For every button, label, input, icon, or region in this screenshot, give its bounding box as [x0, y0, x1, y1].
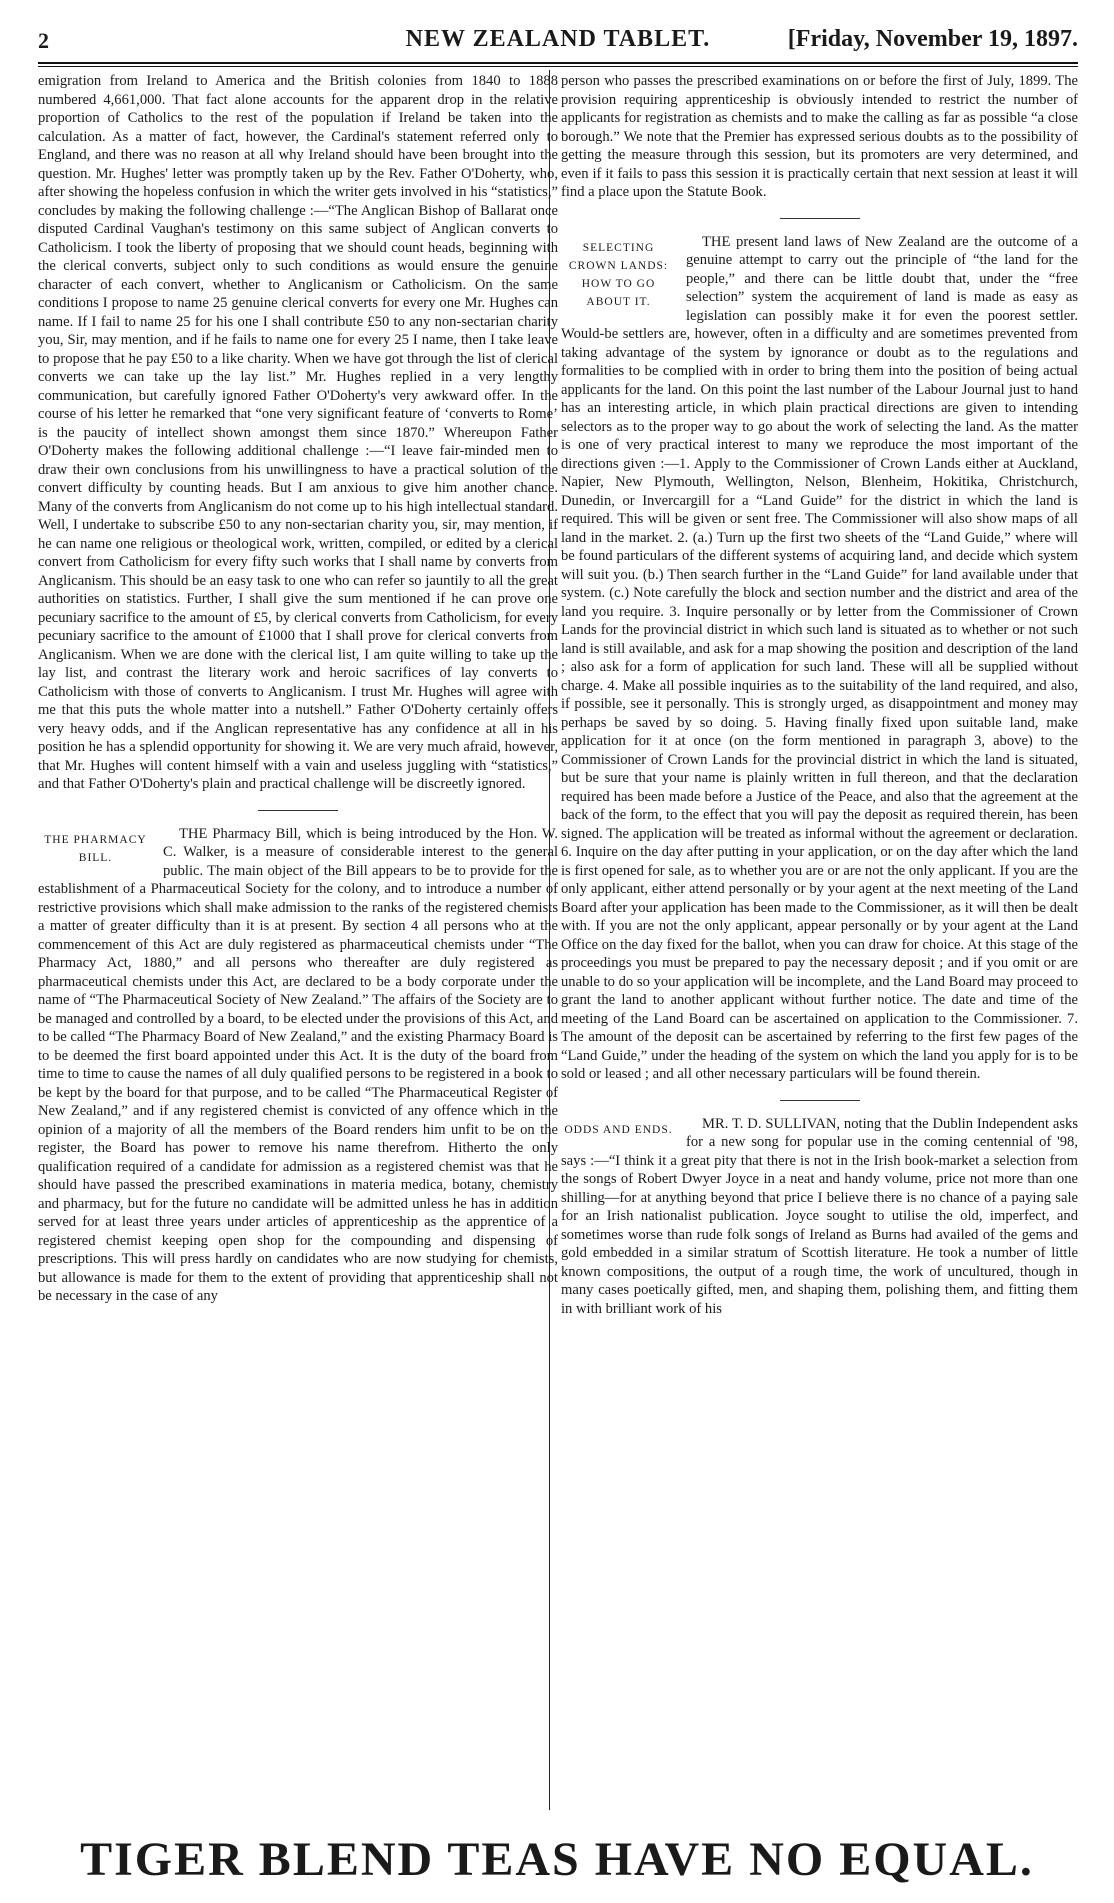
page-number: 2 — [38, 28, 49, 53]
side-heading-crown-lands: SELECTING CROWN LANDS: HOW TO GO ABOUT IT. — [568, 241, 669, 308]
article-odds-ends-text — [561, 1115, 1078, 1319]
masthead — [38, 24, 1078, 58]
article-pharmacy-text — [38, 825, 558, 1306]
section-divider — [780, 218, 860, 219]
article-pharmacy-body: Pharmacy Bill, which is being introduced by the Hon. W. C. Walker, is a measure of considerable interest to the general public. The main object of the Bill appears to be to provide for the establishment of a Pharmaceutical Society for the colony, and to introduce a number of restrictive provisions which shall make admission to the ranks of the registered chemists a matter of greater difficulty than it is at present. By section 4 all persons who at the commencement of this Act are duly registered as pharmaceutical chemists under “The Pharmacy Act, 1880,” and all persons who thereafter are duly registered as pharmaceutical chemists under this Act, are declared to be a body corporate under the name of “The Pharmaceutical Society of New Zealand.” The affairs of the Society are to be managed and controlled by a board, to be elected under the provisions of this Act, and to be called “The Pharmacy Board of New Zealand,” and the existing Pharmacy Board is to be deemed the first board appointed under this Act. It is the duty of the board from time to time to cause the names of all duly qualified persons to be registered in a book to be kept by the board for that purpose, and to be called “The Pharmaceutical Register of New Zealand,” and if any registered chemist is convicted of any offence which in the opinion of a majority of all the members of the Board renders him unfit to be on the register, the Board has power to remove his name therefrom. Hitherto the only qualification required of a candidate for admission as a registered chemist was that he should have passed the prescribed examinations in materia medica, botany, chemistry and pharmacy, but for the future no candidate will be admitted unless he has in addition served for at least three years under articles of apprenticeship as the apprentice of a registered chemist keeping open shop for the compounding and dispensing of prescriptions. This will press hardly on candidates who are now studying for chemists, but allowance is made for them to the extent of providing that apprenticeship shall not be necessary in the case of any — [38, 825, 558, 1304]
article-crown-lands — [561, 233, 1078, 1084]
article-crown-lands-body: present land laws of New Zealand are the outcome of a genuine attempt to carry out the principle of “the land for the people,” and there can be little doubt that, under the “free selection” system the acquirement of land is made as easy as legislation can possibly make it for even the poorest settler. Would-be settlers are, however, often in a difficulty and are sometimes prevented from taking advantage of the system by ignorance or doubt as to the regulations and formalities to be complied with in order to bring them into the position of being actual applicants for the land. On this point the last number of the Labour Journal just to hand has an interesting article, in which plain practical directions are given to intending selectors as to the proper way to go about the work of selecting the land. As the matter is one of very practical interest to many we reproduce the most important of the directions given :—1. Apply to the Commissioner of Crown Lands either at Auckland, Napier, New Plymouth, Wellington, Nelson, Blenheim, Hokitika, Christchurch, Dunedin, or Invercargill for a “Land Guide” for the district in which the land is required. This will be given or sent free. The Commissioner will also show maps of all land in the market. 2. (a.) Turn up the first two sheets of the “Land Guide,” where will be found particulars of the different systems of acquiring land, and decide which system will suit you. (b.) Then search further in the “Land Guide” for land available under that system. (c.) Note carefully the block and section number and the district and area of the land you require. 3. Inquire personally or by letter from the Commissioner of Crown Lands for the provincial district in which such land is situated as to whether or not such land is still available, and ask for a map showing the position and description of the land ; also ask for a form of application for such land. These will all be supplied without charge. 4. Make all possible inquiries as to the suitability of the land required, and also, if possible, see it personally. This is strongly urged, as disappointment and money may perhaps be saved by so doing. 5. Having finally fixed upon suitable land, make application for it at once (on the form mentioned in paragraph 3, above) to the Commissioner of Crown Lands for the provincial district in which the land is situated, but be sure that your name is plainly written in full thereon, and that the declaration required has been made before a Justice of the Peace, and also that the agreement at the back of the form, to the effect that you will pay the deposit as required therein, has been signed. The application will be treated as informal without the agreement or declaration. 6. Inquire on the day after putting in your application, or on the day after which the land is first opened for sale, as to whether you are or are not the only applicant. If you are the only applicant, either attend personally or by your agent at the next meeting of the Land Board after your application has been made to the Commissioner, as it will then be dealt with. If you are not the only applicant, appear personally or by your agent at the Land Office on the day fixed for the ballot, when you can draw for choice. At this stage of the proceedings you must be prepared to pay the necessary deposit ; and if you omit or are unable to do so your application will be incomplete, and the Land Board may proceed to grant the land to another applicant without further notice. The date and time of the meeting of the Land Board can be ascertained on application to the Commissioner. 7. The amount of the deposit can be ascertained by referring to the first few pages of the “Land Guide,” under the heading of the system on which the land you apply for is to be sold or leased ; and all other necessary particulars will be found therein. — [561, 233, 1078, 1082]
article-crown-lands-text — [561, 233, 1078, 1084]
article-pharmacy-continued: person who passes the prescribed examinations on or before the first of July, 1899. The provision requiring apprenticeship is obviously intended to restrict the number of applicants for registration as chemists and to make the calling as far as possible “a close borough.” We note that the Premier has expressed serious doubts as to the possibility of getting the measure through this session, but its promoters are very determined, and even if it fails to pass this session it is practically certain that next session at least it will find a place upon the Statute Book. — [561, 73, 1078, 200]
lead-word: THE — [179, 825, 208, 842]
issue-date: [Friday, November 19, 1897. — [787, 26, 1078, 52]
lead-word: THE — [702, 233, 731, 250]
header-rule-thin — [38, 66, 1078, 67]
newspaper-title: NEW ZEALAND TABLET. — [405, 26, 711, 52]
side-heading-pharmacy: THE PHARMACY BILL. — [44, 833, 147, 864]
side-heading-odds-ends: ODDS AND ENDS. — [564, 1123, 673, 1136]
lead-word: MR. T. D. SULLIVAN, — [702, 1115, 841, 1132]
footer-advertisement: TIGER BLEND TEAS HAVE NO EQUAL. — [80, 1833, 1034, 1886]
section-divider — [258, 810, 338, 811]
article-converts-text: emigration from Ireland to America and the British colonies from 1840 to 1888 numbered 4,661,000. That fact alone accounts for the apparent drop in the relative proportion of Catholics to the rest of the population if Ireland be taken into the calculation. As a matter of fact, however, the Cardinal's statement referred only to England, and there was no reason at all why Ireland should have been brought into the question. Mr. Hughes' letter was promptly taken up by the Rev. Father O'Doherty, who, after showing the hopeless confusion in which the writer gets involved in his “statistics,” concludes by making the following challenge :—“The Anglican Bishop of Ballarat once disputed Cardinal Vaughan's testimony on this same subject of Anglican converts to Catholicism. I took the liberty of proposing that we should count heads, beginning with the clerical converts, subject only to such conditions as would ensure the genuine character of each convert, whether to Anglicanism or Catholicism. On the same conditions I propose to name 25 genuine clerical converts for every one Mr. Hughes can name. If I fail to name 25 for his one I shall contribute £50 to any non-sectarian charity you, Sir, may mention, and if he fails to name one for every 25 I name, then I take leave to propose that he pay £50 to a like charity. When we have got through the list of clerical converts we can take up the lay list.” Mr. Hughes replied in a very lengthy communication, but carefully ignored Father O'Doherty's very awkward offer. In the course of his letter he remarked that “one very significant feature of ‘converts to Rome’ is the paucity of intellect shown amongst them since 1870.” Whereupon Father O'Doherty makes the following additional challenge :—“I leave fair-minded men to draw their own conclusions from his unwillingness to have a practical solution of the convert difficulty by counting heads. But I am anxious to give him another chance. Many of the converts from Anglicanism do not come up to his high intellectual standard. Well, I undertake to subscribe £50 to any non-sectarian charity you, sir, may mention, if he can name one religious or theological work, written, compiled, or edited by a clerical convert from Catholicism for every fifty such works that I shall name by converts from Anglicanism. This should be an easy task to one who can refer so jauntily to all the great authorities on statistics. Further, I shall give the sum mentioned if he can prove one pecuniary sacrifice to the amount of £5, by clerical converts from Catholicism, for every pecuniary sacrifice to the amount of £1000 that I shall prove for clerical converts from Anglicanism. When we are done with the clerical list, I am quite willing to take up the lay list, and contrast the literary work and heroic sacrifices of lay converts to Catholicism with those of converts to Anglicanism. I trust Mr. Hughes will agree with me that this puts the whole matter into a nutshell.” Father O'Doherty certainly offers very heavy odds, and if the Anglican representative has any confidence at all in his position he has a splendid opportunity for showing it. We are very much afraid, however, that Mr. Hughes will content himself with a vain and useless juggling with “statistics,” and that Father O'Doherty's plain and practical challenge will be discreetly ignored. — [38, 73, 558, 792]
left-column — [38, 72, 558, 1807]
article-odds-ends-body: noting that the Dublin Independent asks for a new song for popular use in the coming centennial of '98, says :—“I think it a great pity that there is not in the Irish book-market a selection from the songs of Robert Dwyer Joyce in a neat and handy volume, price not more than one shilling—for at anything beyond that price I believe there is no chance of a paying sale for an Irish nationalist publication. Joyce sought to utilise the old, imperfect, and sometimes worse than rude folk songs of Ireland as Burns had availed of the gems and gold embedded in a similar stratum of Scottish literature. He took a number of little known compositions, the output of a rough time, the work of uncultured, though in many cases poetically gifted, men, and shaping them, polishing them, and fitting them in with brilliant work of his — [561, 1115, 1078, 1317]
article-pharmacy-bill — [38, 825, 558, 1306]
article-odds-and-ends — [561, 1115, 1078, 1319]
right-column — [561, 72, 1078, 1807]
section-divider — [780, 1100, 860, 1101]
header-rule — [38, 62, 1078, 64]
